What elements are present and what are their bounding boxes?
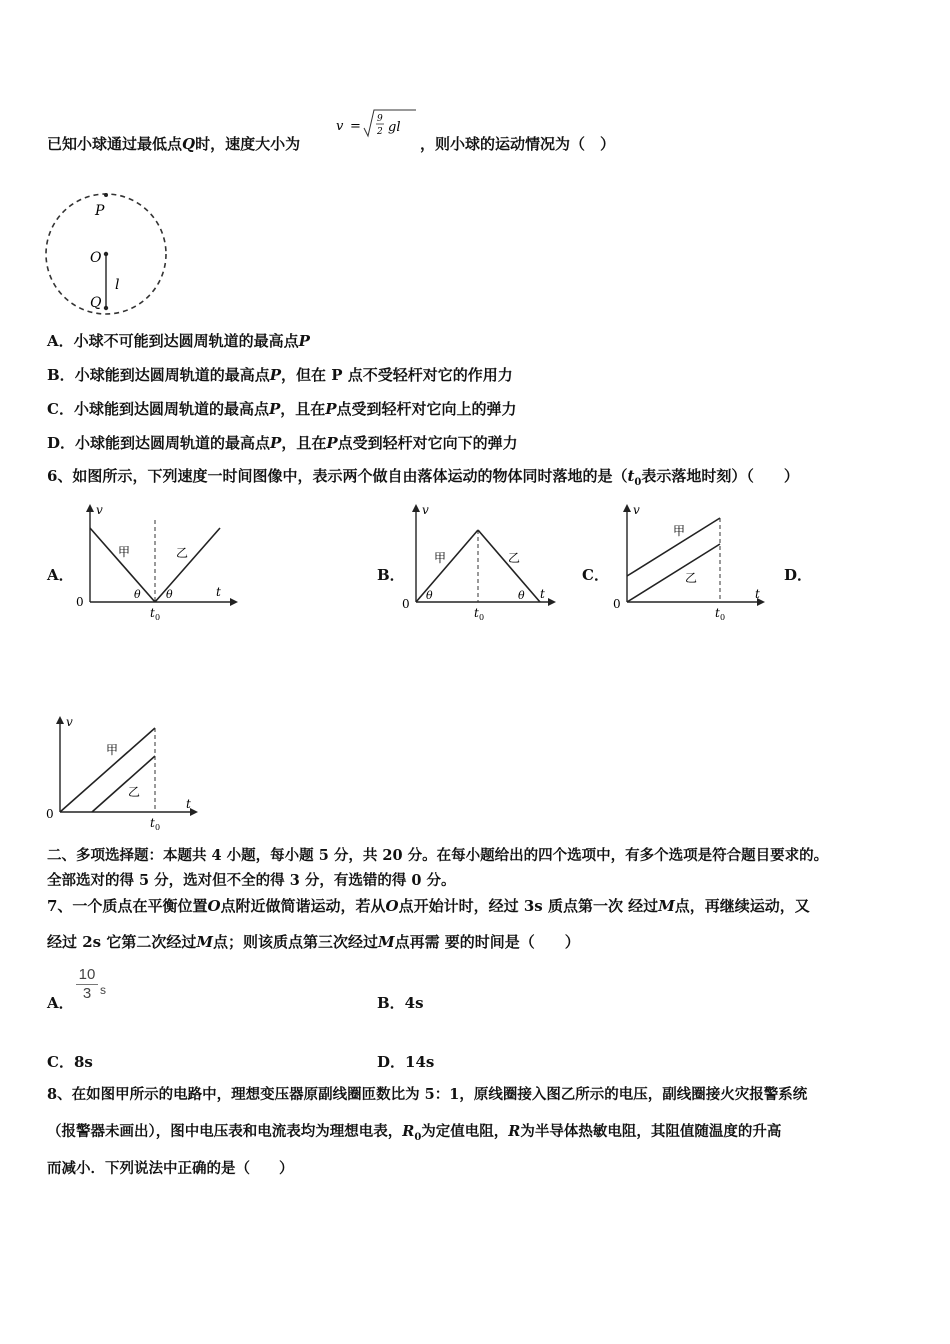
graph-c-yi-line xyxy=(627,544,720,602)
q7-m-1: M xyxy=(658,897,675,915)
q5-option-c-rest: ，且在 xyxy=(280,400,326,418)
q5-option-d-rest: ，且在 xyxy=(281,434,327,452)
graph-b-yi-label: 乙 xyxy=(508,551,521,565)
section2-line1: 二、多项选择题：本题共 4 小题，每小题 5 分，共 20 分。在每小题给出的四个选项中，有多个选项是符合题目要求的。 xyxy=(47,847,829,864)
q7-o-2: O xyxy=(385,897,399,915)
q7-option-c: C．8s xyxy=(47,1053,93,1071)
q6-option-b-key: B． xyxy=(377,566,405,584)
q5-option-b-key: B． xyxy=(47,366,75,384)
q5-option-b-text: 小球能到达圆周轨道的最高点 xyxy=(74,366,270,384)
q5-option-a-text: 小球不可能到达圆周轨道的最高点 xyxy=(73,332,299,350)
graph-d-t-arrow xyxy=(190,808,198,816)
q6-option-d-key: D． xyxy=(784,566,813,584)
q5-option-c-key: C． xyxy=(47,400,74,418)
graph-a-t0-label: t xyxy=(150,606,155,620)
q5-option-a-key: A． xyxy=(47,332,74,350)
q7-option-a-fraction xyxy=(76,966,98,1003)
label-o: O xyxy=(90,250,102,266)
q6-stem-post: 表示落地时刻）（ ） xyxy=(641,467,799,485)
q5-option-a xyxy=(47,330,310,351)
graph-b-t0-sub: 0 xyxy=(479,613,485,622)
q5-option-b-tail: P xyxy=(269,366,281,384)
q5-option-d-tail2: P xyxy=(326,434,338,452)
q8-r0-sub: 0 xyxy=(414,1131,422,1143)
q5-stem-post xyxy=(420,134,615,154)
q5-velocity-formula xyxy=(334,106,418,146)
graph-b-v-label: v xyxy=(422,503,429,517)
graph-d-t0-label: t xyxy=(150,816,155,830)
q5-circle-figure xyxy=(40,190,175,320)
graph-d-jia-line xyxy=(60,728,155,812)
q8-r0: R xyxy=(402,1123,415,1140)
q6-graph-c xyxy=(605,500,775,625)
q6-graph-d xyxy=(40,710,210,835)
q6-stem xyxy=(47,466,799,493)
q7-m-3: M xyxy=(377,933,395,951)
graph-b-v-arrow xyxy=(412,504,420,512)
graph-b-t-arrow xyxy=(548,598,556,606)
label-p: P xyxy=(95,203,105,219)
q6-t0-sub: 0 xyxy=(634,477,642,488)
q7-option-a-unit: s xyxy=(100,983,106,997)
q5-stem-pre: 已知小球通过最低点 xyxy=(47,135,183,153)
graph-b-yi-line xyxy=(478,530,540,602)
q8-line3: 而减小．下列说法中正确的是（ ） xyxy=(47,1160,294,1177)
q5-option-d-tail: P xyxy=(270,434,282,452)
q7-line2-b: 点；则该质点第三次经过 xyxy=(212,933,378,951)
graph-a-theta-right: θ xyxy=(166,588,173,601)
formula-rest: gl xyxy=(388,120,401,135)
q8-line2-b: 为定值电阻， xyxy=(421,1123,509,1140)
q7-option-a-key: A． xyxy=(47,994,74,1012)
graph-a-yi-line xyxy=(155,528,220,602)
q6-graph-c-svg xyxy=(605,500,775,625)
graph-a-theta-left: θ xyxy=(134,588,141,601)
graph-a-t0-sub: 0 xyxy=(155,613,161,622)
q7-line1-b: 点附近做简谐运动，若从 xyxy=(220,897,386,915)
q5-stem-post-text: ，则小球的运动情况为（ ） xyxy=(420,135,616,153)
q5-point-q: Q xyxy=(182,135,196,153)
formula-lhs: v xyxy=(336,119,344,134)
formula-eq: = xyxy=(350,119,361,134)
q8-line2-a: （报警器未画出），图中电压表和电流表均为理想电表， xyxy=(47,1123,403,1140)
q7-o-1: O xyxy=(207,897,221,915)
q5-option-d-text: 小球能到达圆周轨道的最高点 xyxy=(75,434,271,452)
graph-d-yi-line xyxy=(92,756,155,812)
graph-a-v-arrow xyxy=(86,504,94,512)
label-l: l xyxy=(115,277,120,293)
q5-option-c-tail2: P xyxy=(325,400,337,418)
q7-option-b: B．4s xyxy=(377,994,424,1012)
q6-stem-pre: 6、如图所示，下列速度一时间图像中，表示两个做自由落体运动的物体同时落地的是（ xyxy=(47,467,628,485)
q6-graph-b xyxy=(398,500,568,625)
q5-stem xyxy=(47,134,300,154)
graph-b-theta-right: θ xyxy=(518,589,525,602)
q6-graph-a-svg xyxy=(70,500,240,625)
graph-c-jia-label: 甲 xyxy=(673,524,686,538)
graph-a-origin: 0 xyxy=(76,595,84,609)
q7-line1-a: 7、一个质点在平衡位置 xyxy=(47,897,208,915)
graph-a-t-arrow xyxy=(230,598,238,606)
graph-d-yi-label: 乙 xyxy=(128,785,141,799)
formula-den: 2 xyxy=(377,127,383,137)
q7-line1-d: 点，再继续运动，又 xyxy=(674,897,810,915)
graph-d-jia-label: 甲 xyxy=(106,743,119,757)
graph-b-origin: 0 xyxy=(402,597,410,611)
q7-option-a-den: 3 xyxy=(82,985,92,1002)
graph-d-v-arrow xyxy=(56,716,64,724)
q6-option-c-key: C． xyxy=(582,566,609,584)
graph-c-t-label: t xyxy=(755,587,760,601)
q7-line1-c: 点开始计时，经过 3s 质点第一次 经过 xyxy=(398,897,659,915)
graph-c-t0-label: t xyxy=(715,606,720,620)
q5-circle-svg xyxy=(40,190,175,320)
graph-a-jia-label: 甲 xyxy=(118,545,131,559)
label-q: Q xyxy=(90,295,102,311)
graph-a-v-label: v xyxy=(96,503,103,517)
graph-d-t0-sub: 0 xyxy=(155,823,161,832)
graph-a-yi-label: 乙 xyxy=(176,546,189,560)
q5-stem-mid: 时，速度大小为 xyxy=(195,135,301,153)
q6-graph-d-svg xyxy=(40,710,210,835)
q5-option-c-tail: P xyxy=(268,400,281,418)
q5-option-c xyxy=(47,398,517,419)
q6-t0: t xyxy=(627,467,635,485)
graph-d-origin: 0 xyxy=(46,807,54,821)
q5-option-a-tail: P xyxy=(298,332,310,350)
graph-c-v-arrow xyxy=(623,504,631,512)
graph-c-yi-label: 乙 xyxy=(685,571,698,585)
q7-line2-c: 点再需 要的时间是（ ） xyxy=(394,933,580,951)
q5-option-b-rest: ，但在 P 点不受轻杆对它的作用力 xyxy=(280,366,513,384)
q7-option-a-num: 10 xyxy=(76,966,98,985)
section2-line2: 全部选对的得 5 分，选对但不全的得 3 分，有选错的得 0 分。 xyxy=(47,872,456,889)
q8-r: R xyxy=(508,1123,521,1140)
q6-graph-a xyxy=(70,500,240,625)
graph-b-t-label: t xyxy=(540,587,545,601)
graph-d-t-label: t xyxy=(186,797,191,811)
point-p-dot xyxy=(104,193,108,197)
q6-option-a-key: A． xyxy=(47,566,74,584)
q7-line2-a: 经过 2s 它第二次经过 xyxy=(47,933,197,951)
q7-m-2: M xyxy=(196,933,213,951)
q5-option-d-rest2: 点受到轻杆对它向下的弹力 xyxy=(337,434,518,452)
graph-c-t0-sub: 0 xyxy=(720,613,726,622)
graph-d-v-label: v xyxy=(66,715,73,729)
graph-b-theta-left: θ xyxy=(426,589,433,602)
q5-option-c-rest2: 点受到轻杆对它向上的弹力 xyxy=(336,400,517,418)
q8-line2 xyxy=(47,1122,781,1148)
q7-option-d: D．14s xyxy=(377,1053,435,1071)
q8-line2-c: 为半导体热敏电阻，其阻值随温度的升高 xyxy=(520,1123,782,1140)
q5-formula-svg xyxy=(334,106,418,146)
q5-option-b xyxy=(47,364,513,385)
graph-b-t0-label: t xyxy=(474,606,479,620)
graph-a-jia-line xyxy=(90,528,155,602)
q8-line1: 8、在如图甲所示的电路中，理想变压器原副线圈匝数比为 5：1，原线圈接入图乙所示的电压，副线圈接火灾报警系统 xyxy=(47,1086,808,1103)
formula-num: 9 xyxy=(377,114,383,124)
graph-c-origin: 0 xyxy=(613,597,621,611)
q5-option-d-key: D． xyxy=(47,434,76,452)
q5-option-d xyxy=(47,432,518,453)
graph-a-t-label: t xyxy=(216,585,221,599)
graph-b-jia-label: 甲 xyxy=(434,551,447,565)
graph-c-v-label: v xyxy=(633,503,640,517)
q6-graph-b-svg xyxy=(398,500,568,625)
q5-option-c-text: 小球能到达圆周轨道的最高点 xyxy=(73,400,269,418)
q7-line1 xyxy=(47,896,810,916)
q7-line2 xyxy=(47,932,580,952)
